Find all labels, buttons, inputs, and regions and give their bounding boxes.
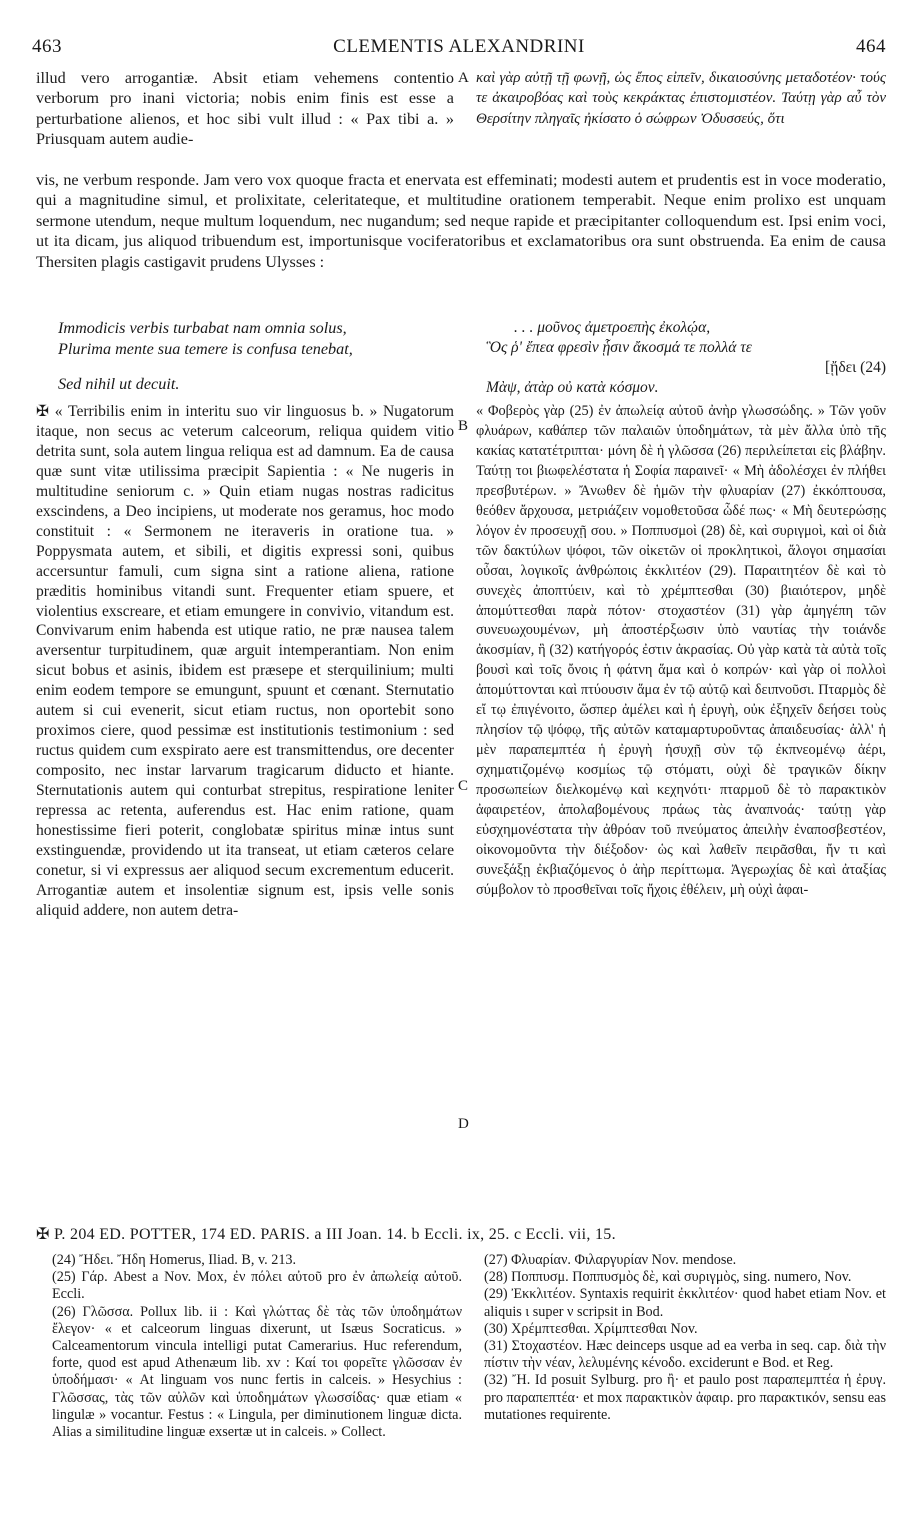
footnote: (30) Χρέμπτεσθαι. Χρίμπτεσθαι Nov. bbox=[484, 1320, 698, 1337]
verse-greek bbox=[486, 318, 886, 398]
footnote: (26) Γλῶσσα. Pollux lib. ii : Καὶ γλώττας δὲ τὰς τῶν ὑποδημάτων ἔλεγον· « et calceorum linguas dixerunt, ut Isæus Socraticus. » Calceamentorum vincula intelligi putat Camerarius. Huc referendum, forte, quod est apud Athenæum lib. xv : Καί τοι φορεῖτε γλῶσσαν ἐν ὑποδήμασι· « At linguam vos nunc fertis in calceis. » Hesychius : Γλῶσσας, τὰς τῶν αὐλῶν καὶ ὑποδημάτων γλωσσίδας· quæ etiam « lingulæ » vocantur. Festus : « Lingula, per diminutionem linguæ dicta. Alias a similitudine linguæ exsertæ ut in calceis. » Collect. bbox=[52, 1303, 462, 1441]
footnote: (29) Ἐκκλιτέον. Syntaxis requirit ἐκκλιτέον· quod habet etiam Nov. et aliquis ι super ν scripsit in Bod. bbox=[484, 1286, 886, 1320]
verse-latin-line: Immodicis verbis turbabat nam omnia solus, bbox=[58, 319, 347, 337]
footnote: (32) Ἤ. Id posuit Sylburg. pro ἢ· et paulo post παραπεμπτέα ἡ ἐρυγ. pro παραπεπτέα· et mox παρακτικὸν ἀφαιρ. pro παρακτικόν, sensu eas mutationes requirente. bbox=[484, 1372, 886, 1423]
footnote: (28) Ποππυσμ. Ποππυσμὸς δὲ, καὶ συριγμὸς, sing. numero, Nov. bbox=[484, 1269, 852, 1286]
page-number-right: 464 bbox=[856, 36, 886, 57]
top-left-latin: illud vero arrogantiæ. Absit etiam vehemens contentio verborum pro inani victoria; nobis enim finis est esse a perturbatione alienos, et hoc sibi vult illud : « Pax tibi a. » Priusquam autem audie- bbox=[36, 69, 454, 149]
marker-a: A bbox=[458, 70, 469, 86]
verse-greek-line: Μὰψ, ἀτὰρ οὐ κατὰ κόσμον. bbox=[486, 379, 659, 396]
page-number-left: 463 bbox=[32, 36, 62, 57]
left-column-latin: ✠ « Terribilis enim in interitu suo vir linguosus b. » Nugatorum itaque, non secus ac veterum calceorum, reliqua quidem vitio detrita sunt, sola autem lingua reliqua est ad damnum. Ea de causa quæ sunt vitæ utilissima præcipit Sapientia : « Ne nugeris in multitudine seniorum c. » Quin etiam nugas nostras radicitus exscindens, a Deo incipiens, ut moderate nos geramus, hoc modo constituit : « Sermonem ne iteraveris in oratione tua. » Poppysmata autem, et sibili, et digitis expressi soni, quibus accersuntur famuli, cum signa sint a ratione aliena, ratione præditis hominibus vitandi sunt. Frequenter etiam spuere, et violentius exscreare, et etiam emungere in convivio, vitandum est. Convivarum enim habenda est utique ratio, ne præ nausea talem aversentur turpitudinem, quæ arguit intemperantiam. Non enim sicut bobus et asinis, ibidem est præsepe et sterquilinium; multi enim eodem tempore se emungunt, spuunt et cœnant. Sternutatio autem si cui evenerit, sicut etiam ructus, non oportebit sono proximos ciere, quod pessimæ est institutionis testimonium : sed ructus quidem cum exspirato aere est transmittendus, ore decenter composito, nec instar larvarum tragicarum diducto et hiante. Sternutationis autem qui conturbat strepitus, respiratione leniter repressa ac retenta, auferendus est. Hac enim ratione, quam honestissime fieri poterit, conglobatæ spiritus minæ intus sunt exstinguendæ, providendo ut ita transeat, ut etiam cæteros celare conetur, si vi expressus aer aliquod secum excrementum educerit. Arrogantiæ autem et insolentiæ signum est, ipsis velle sonis aliquid addere, non autem detra- bbox=[36, 403, 454, 919]
verse-latin-line: Plurima mente sua temere is confusa tenebat, bbox=[58, 340, 353, 358]
marker-b: B bbox=[458, 418, 469, 434]
footnote: (27) Φλυαρίαν. Φιλαργυρίαν Nov. mendose. bbox=[484, 1252, 737, 1268]
verse-greek-line: . . . μοῦνος ἀμετροεπὴς ἐκολῴα, bbox=[514, 319, 711, 336]
footnote: (31) Στοχαστέον. Hæc deinceps usque ad ea verba in seq. cap. διὰ τὴν πίστιν τὴν νέαν, λελυμένης κένοδο. exciderunt e Bod. et Reg. bbox=[484, 1338, 886, 1372]
verse-latin bbox=[58, 318, 458, 395]
verse-greek-line: Ὃς ῥ' ἔπεα φρεσὶν ᾗσιν ἄκοσμά τε πολλά τε bbox=[486, 339, 752, 356]
running-title: CLEMENTIS ALEXANDRINI bbox=[333, 36, 585, 57]
right-column-greek: « Φοβερὸς γὰρ (25) ἐν ἀπωλείᾳ αὐτοῦ ἀνὴρ γλωσσώδης. » Τῶν γοῦν φλυάρων, καθάπερ τῶν παλαιῶν ὑποδημάτων, τὰ μὲν ἄλλα ὑπὸ τῆς κακίας κατατέτριπται· μόνη δὲ ἡ γλῶσσα (26) περιλείπεται εἰς βλάβην. Ταύτῃ τοι βιωφελέστατα ἡ Σοφία παραινεῖ· « Μὴ ἀδολέσχει ἐν πλήθει πρεσβυτέρων. » Ἄνωθεν δὲ ἡμῶν τὴν φλυαρίαν (27) ἐκκόπτουσα, θεόθεν ἄρχουσα, μετριάζειν νομοθετοῦσα ὧδέ πως· « Μὴ δευτερώσῃς λόγον ἐν προσευχῇ σου. » Ποππυσμοὶ (28) δὲ, καὶ συριγμοὶ, καὶ οἱ διὰ τῶν δακτύλων ψόφοι, τῶν οἰκετῶν οἱ προκλητικοὶ, ἄλογοι σημασίαι οὖσαι, λογικοῖς ἀνθρώποις ἐκκλιτέον (29). Παραιτητέον δὲ καὶ τὸ συνεχὲς ἀποπτύειν, καὶ τὸ χρέμπτεσθαι (30) βιαιότερον, μηδὲ ἀπομύττεσθαι παρὰ πότον· στοχαστέον (31) γὰρ ἀμηγέπη τῶν συνευωχουμένων, μὴ ἀποστέρξωσιν ὑπὸ ναυτίας τὴν τοιάνδε ἀκοσμίαν, ἣ (32) κατήγορός ἐστιν ἀκρασίας. Οὐ γὰρ κατὰ τὰ αὐτὰ τοῖς βουσὶ καὶ τοῖς ὄνοις ἡ φάτνη ἅμα καὶ ὁ κοπρών· καὶ γὰρ οἱ πολλοὶ ἀπομύττονται καὶ πτύουσιν ἅμα ἐν τῷ αὐτῷ καὶ δειπνοῦσι. Πταρμὸς δὲ εἴ τῳ ἐπιγένοιτο, ὥσπερ ἀμέλει καὶ ἡ ἐρυγὴ, οὐκ ἐξηχεῖν δεήσει τοὺς πλησίον τῷ ψόφῳ, τῆς αὐτῶν καταμαρτυροῦντας ἀπαιδευσίας· ἀλλ' ἡ μὲν παραπεμπτέα ἡ ἐρυγὴ ἡσυχῇ σὺν τῷ ἐκπνεομένῳ ἀέρι, σχηματιζομένῳ κοσμίως τῷ στόματι, οὐχὶ δὲ τραγικῶν δίκην προσωπείων διελκομένῳ καὶ κεχηνότι· πταρμοῦ δὲ τὸ παρακτικὸν ἀφαιρετέον, ἀπολαβομένους πράως τὰς ἀναπνοάς· ταύτῃ γὰρ εὐσχημονέστατα τὴν ἀθρόαν τοῦ πνεύματος ἀπειλὴν ἐναποσβεστέον, οἰκονομοῦντα τὴν διέξοδον· ὡς καὶ λαθεῖν πειρᾶσθαι, ἤν τι καὶ συνεξάξῃ ἐκβιαζόμενος ὁ ἀὴρ περίττωμα. Ἀγερωχίας δὲ καὶ ἀταξίας σύμβολον τὸ προσθεῖναι τοῖς ἤχοις ἐθέλειν, μὴ οὐχὶ ἀφαι- bbox=[476, 403, 886, 898]
marker-d: D bbox=[458, 1116, 469, 1132]
footnote: (24) Ἤδει. Ἤδη Homerus, Iliad. B, v. 213. bbox=[52, 1252, 297, 1268]
top-right-greek: καὶ γὰρ αὐτῇ τῇ φωνῇ, ὡς ἔπος εἰπεῖν, δικαιοσύνης μεταδοτέον· τούς τε ἀκαιροβόας καὶ τοὺς κεκράκτας ἐπιστομιστέον. Ταύτῃ γὰρ αὖ τὸν Θερσίτην πληγαῖς ἠκίσατο ὁ σώφρων Ὀδυσσεύς, ὅτι bbox=[476, 70, 886, 127]
footer-references: ✠ P. 204 ED. POTTER, 174 ED. PARIS. a III Joan. 14. b Eccli. ix, 25. c Eccli. vii, 15. bbox=[36, 1226, 616, 1243]
footnote: (25) Γάρ. Abest a Nov. Mox, ἐν πόλει αὐτοῦ pro ἐν ἀπωλείᾳ αὐτοῦ. Eccli. bbox=[52, 1269, 462, 1303]
footnotes-right bbox=[484, 1252, 886, 1424]
marker-c: C bbox=[458, 778, 469, 794]
footnotes-left bbox=[52, 1252, 462, 1441]
verse-greek-line: [ᾔδει (24) bbox=[825, 359, 886, 376]
full-width-latin: vis, ne verbum responde. Jam vero vox quoque fracta et enervata est effeminati; modesti autem et prudentis est in voce moderatio, qui a magnitudine simul, et prolixitate, celeritateque, et multitudine orationem temperabit. Neque enim prolixo est unquam sermone utendum, neque multum loquendum, nec nugandum; sed neque rapide et præcipitanter colloquendum est. Ipsi enim voci, ut ita dicam, jus aliquod tribuendum est, importunisque vociferatoribus et exclamatoribus ora sunt obstruenda. Ea enim de causa Thersiten plagis castigavit prudens Ulysses : bbox=[36, 171, 886, 271]
verse-latin-line: Sed nihil ut decuit. bbox=[58, 375, 180, 393]
running-header bbox=[32, 36, 886, 60]
